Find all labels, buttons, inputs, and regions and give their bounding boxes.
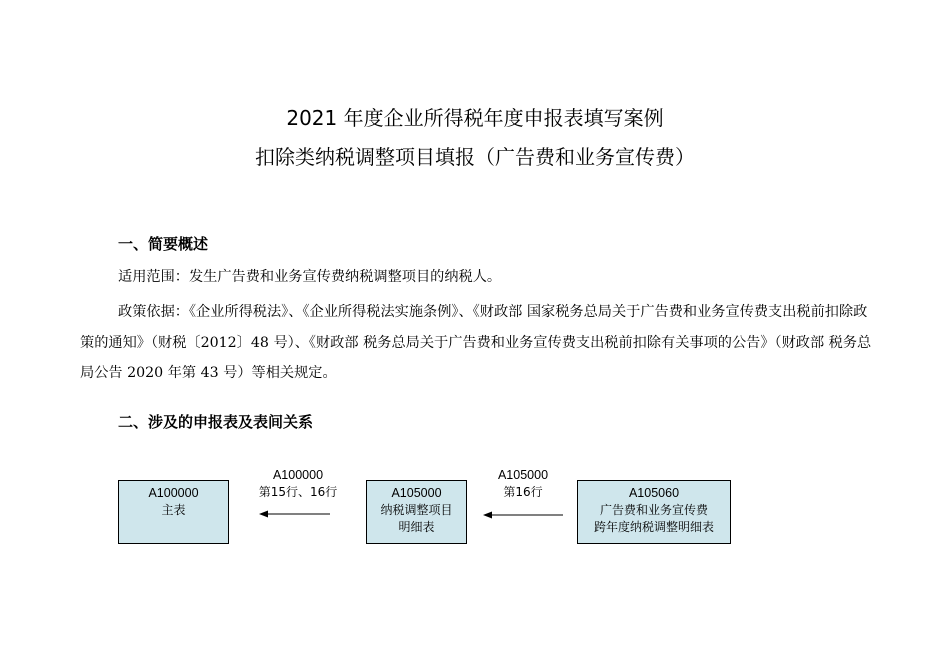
form-name-line-2: 明细表: [398, 520, 435, 534]
document-title-line-2: 扣除类纳税调整项目填报（广告费和业务宣传费）: [255, 145, 695, 169]
form-code: A100000: [148, 486, 199, 500]
section-heading-overview: 一、简要概述: [118, 235, 209, 253]
paragraph-policy-basis: 政策依据：《企业所得税法》、《企业所得税法实施条例》、《财政部 国家税务总局关于广告费和业务宣传费支出税前扣除政策的通知》（财税〔2012〕48 号）、《财政部 税务总局关于广告费和业务宣传费支出税前扣除有关事项的公告》（财政部 税务总局公告 2020 年第 43 号）等相关规定。: [80, 304, 872, 381]
arrow-a105060-to-a105000: [483, 512, 563, 519]
form-name-line-2: 跨年度纳税调整明细表: [593, 520, 714, 534]
form-name-line-1: 纳税调整项目: [380, 503, 453, 517]
arrow-label-rows: 第16行: [503, 485, 543, 499]
arrow-label-rows: 第15行、16行: [258, 485, 338, 499]
form-code: A105000: [391, 486, 442, 500]
document-title-line-1: 2021 年度企业所得税年度申报表填写案例: [286, 106, 664, 130]
paragraph-scope: 适用范围：发生广告费和业务宣传费纳税调整项目的纳税人。: [118, 269, 502, 285]
arrow-a105000-to-a100000: [259, 511, 330, 518]
arrow-label-code: A105000: [497, 468, 549, 482]
arrow-label-code: A100000: [272, 468, 324, 482]
form-name-line-1: 主表: [161, 503, 186, 517]
form-name-line-1: 广告费和业务宣传费: [599, 503, 708, 517]
section-heading-forms-relationship: 二、涉及的申报表及表间关系: [118, 413, 314, 431]
form-code: A105060: [628, 486, 680, 500]
